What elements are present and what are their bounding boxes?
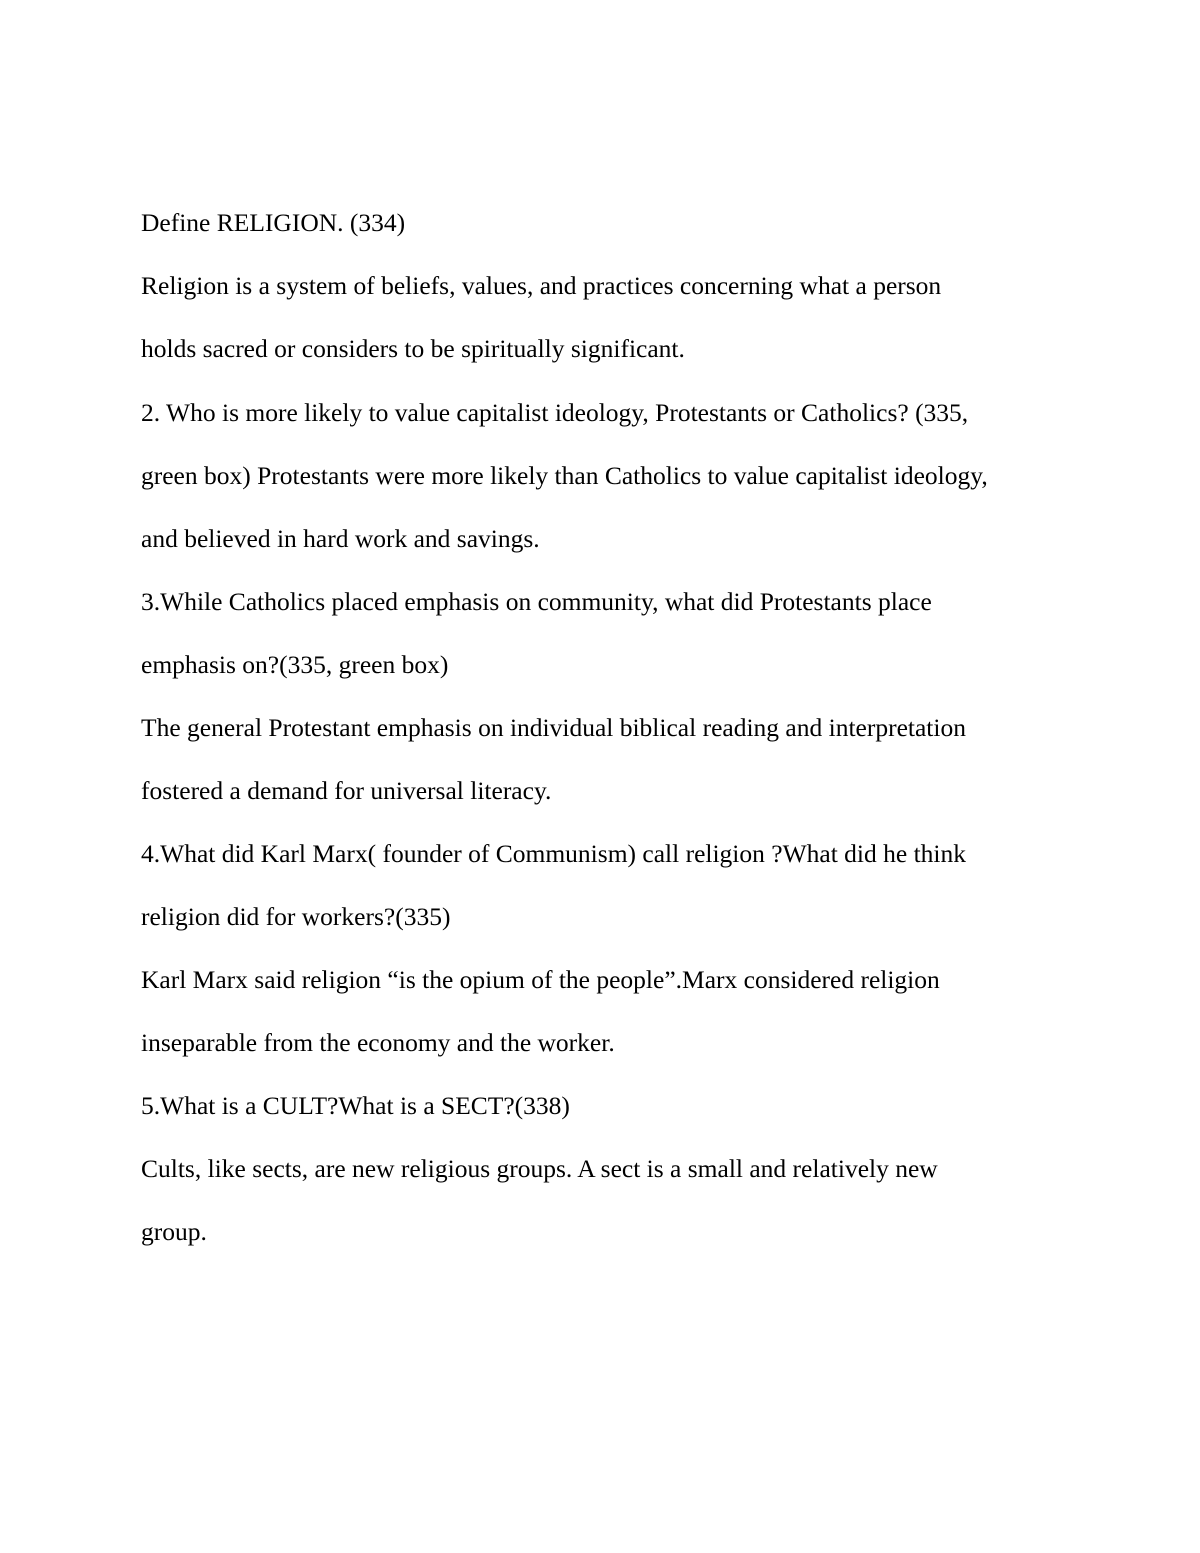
answer-2-line: and believed in hard work and savings. xyxy=(141,524,540,553)
answer-3-line-1: The general Protestant emphasis on individual biblical reading and interpretation xyxy=(141,713,966,742)
answer-5-line-1: Cults, like sects, are new religious groups. A sect is a small and relatively new xyxy=(141,1154,938,1183)
question-5-line: 5.What is a CULT?What is a SECT?(338) xyxy=(141,1091,570,1120)
answer-4-line-2: inseparable from the economy and the worker. xyxy=(141,1028,615,1057)
question-3-line-2: emphasis on?(335, green box) xyxy=(141,650,449,679)
answer-3-line-2: fostered a demand for universal literacy. xyxy=(141,776,552,805)
question-2-line-2: green box) Protestants were more likely than Catholics to value capitalist ideology, xyxy=(141,461,988,490)
question-4-line-2: religion did for workers?(335) xyxy=(141,902,451,931)
question-4-line-1: 4.What did Karl Marx( founder of Communism) call religion ?What did he think xyxy=(141,839,967,868)
answer-5-line-2: group. xyxy=(141,1217,207,1246)
answer-1-line-2: holds sacred or considers to be spiritually significant. xyxy=(141,334,685,363)
answer-4-line-1: Karl Marx said religion “is the opium of the people”.Marx considered religion xyxy=(141,965,940,994)
answer-1-line-1: Religion is a system of beliefs, values, and practices concerning what a person xyxy=(141,271,942,300)
question-1-heading: Define RELIGION. (334) xyxy=(141,208,406,237)
question-2-line-1: 2. Who is more likely to value capitalist ideology, Protestants or Catholics? (335, xyxy=(141,398,969,427)
question-3-line-1: 3.While Catholics placed emphasis on community, what did Protestants place xyxy=(141,587,932,616)
